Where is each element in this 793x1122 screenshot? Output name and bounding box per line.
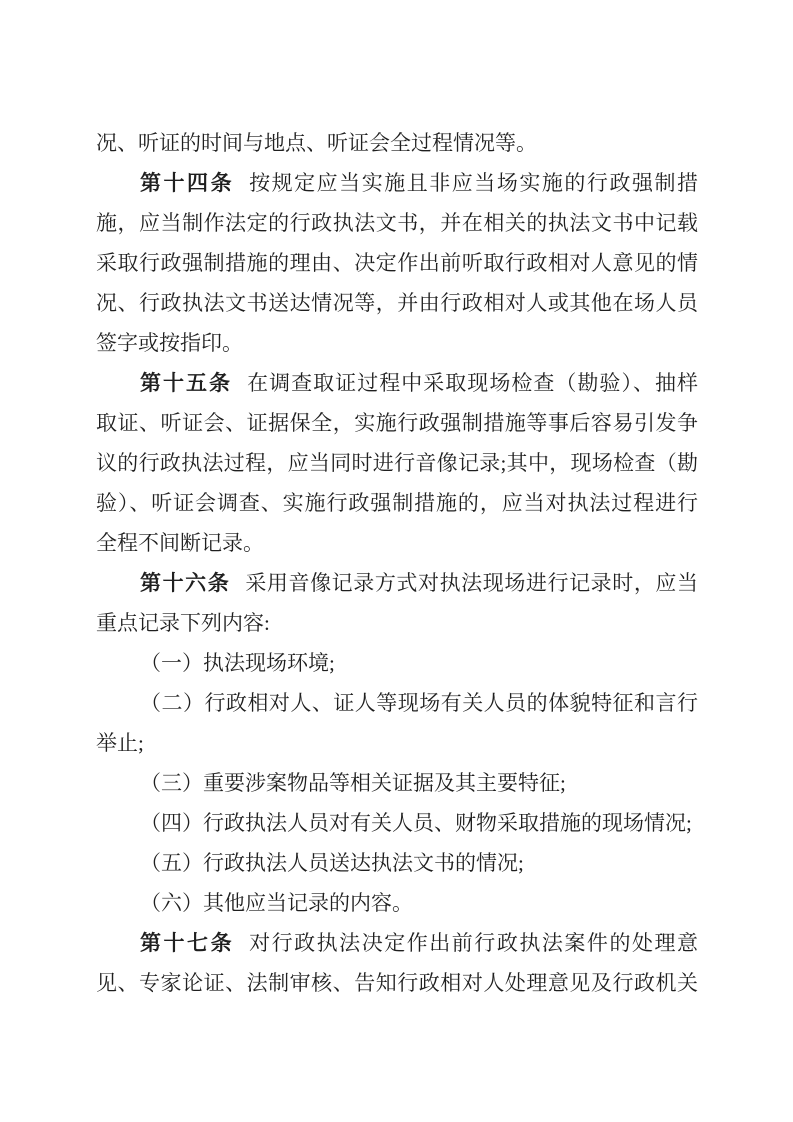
article-number-label: 第十六条 [140,572,231,595]
line-text: 见、专家论证、法制审核、告知行政相对人处理意见及行政机关 [96,971,698,995]
article-number-label: 第十七条 [140,932,235,955]
line-text: 采用音像记录方式对执法现场进行记录时，应当 [245,571,698,595]
line-text: 议的行政执法过程，应当同时进行音像记录;其中，现场检查（勘 [96,451,698,475]
line-text: 施，应当制作法定的行政执法文书，并在相关的执法文书中记载 [96,211,698,235]
line-text: （三）重要涉案物品等相关证据及其主要特征; [140,771,566,795]
line-text: 全程不间断记录。 [96,531,264,555]
line-text: 在调查取证过程中采取现场检查（勘验）、抽样 [247,371,698,395]
line-text: 取证、听证会、证据保全，实施行政强制措施等事后容易引发争 [96,411,698,435]
line-text: 验）、听证会调查、实施行政强制措施的，应当对执法过程进行 [96,491,698,515]
text-line [96,443,698,483]
text-line [96,283,698,323]
line-text: 况、行政执法文书送达情况等，并由行政相对人或其他在场人员 [96,291,698,315]
list-item-3 [96,763,698,803]
text-line [96,963,698,1003]
line-text: （四）行政执法人员对有关人员、财物采取措施的现场情况; [140,811,692,835]
line-text: （二）行政相对人、证人等现场有关人员的体貌特征和言行 [140,691,698,715]
text-line [96,523,698,563]
line-text: （六）其他应当记录的内容。 [140,891,413,915]
list-item-6 [96,883,698,923]
text-block [96,123,698,1003]
line-text: 签字或按指印。 [96,331,243,355]
text-line-article-15 [96,363,698,403]
line-text: （一）执法现场环境; [140,651,335,675]
line-text: 况、听证的时间与地点、听证会全过程情况等。 [96,131,537,155]
line-text: 按规定应当实施且非应当场实施的行政强制措 [249,171,698,195]
line-text: 重点记录下列内容: [96,611,270,635]
text-line [96,483,698,523]
text-line [96,403,698,443]
text-line-article-14 [96,163,698,203]
text-line [96,603,698,643]
line-text: 采取行政强制措施的理由、决定作出前听取行政相对人意见的情 [96,251,698,275]
list-item-5 [96,843,698,883]
article-number-label: 第十五条 [140,372,233,395]
text-line-article-16 [96,563,698,603]
text-line-article-17 [96,923,698,963]
article-number-label: 第十四条 [140,172,235,195]
text-line [96,323,698,363]
text-line [96,123,698,163]
text-line [96,203,698,243]
text-line [96,243,698,283]
line-text: （五）行政执法人员送达执法文书的情况; [140,851,524,875]
line-text: 举止; [96,731,144,755]
line-text: 对行政执法决定作出前行政执法案件的处理意 [249,931,698,955]
list-item-1 [96,643,698,683]
list-item-2 [96,683,698,723]
list-item-4 [96,803,698,843]
text-line [96,723,698,763]
